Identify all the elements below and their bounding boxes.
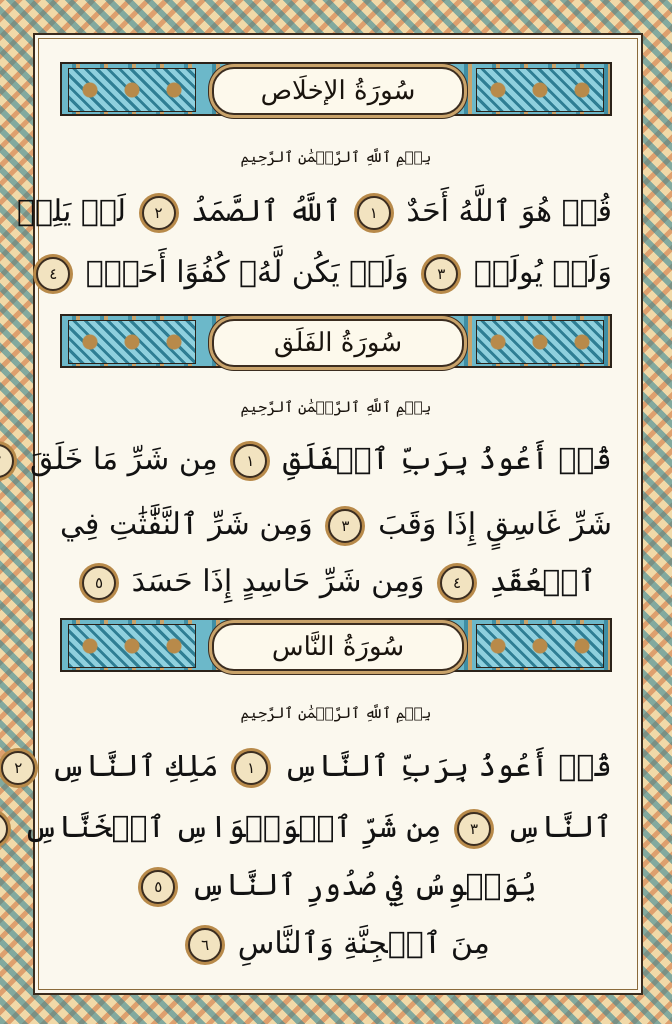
verse-text: ٱلۡعُقَدِ [489, 564, 596, 599]
ayah-number-marker: ٣ [328, 509, 362, 543]
verse-line [60, 505, 612, 545]
ornament-panel-left [68, 624, 196, 668]
ayah-number-marker: ٣ [457, 812, 491, 846]
ayah-number-marker: ٣ [424, 257, 458, 291]
ayah-number-marker: ١ [357, 196, 391, 230]
surah-header-falaq [60, 314, 612, 368]
ornament-panel-left [68, 68, 196, 112]
surah-title: سُورَةُ الفَلَق [273, 328, 403, 358]
verse-text: مِنَ ٱلۡجِنَّةِ وَٱلنَّاسِ [237, 926, 490, 961]
verse-text: مَلِكِ ٱلنَّاسِ [50, 749, 219, 784]
verse-text: ٱللَّهُ ٱلصَّمَدُ [191, 194, 342, 229]
surah-header-ikhlas [60, 62, 612, 116]
verse-line [14, 747, 612, 787]
verse-line [60, 866, 612, 906]
verse-line [60, 924, 612, 964]
ayah-number-marker: ٥ [82, 566, 116, 600]
verse-text: شَرِّ غَاسِقٍ إِذَا وَقَبَ [378, 507, 612, 542]
verse-text: قُلۡ أَعُوذُ بِرَبِّ ٱلنَّاسِ [283, 749, 612, 784]
verse-line [49, 253, 612, 293]
surah-title-cartouche [212, 623, 464, 671]
verse-line [60, 562, 612, 602]
basmala: بِسۡمِ ٱللَّهِ ٱلرَّحۡمَٰنِ ٱلرَّحِيمِ [240, 704, 432, 722]
surah-title-cartouche [212, 319, 464, 367]
verse-text: يُوَسۡوِسُ فِي صُدُورِ ٱلنَّاسِ [190, 868, 537, 903]
verse-line [29, 440, 612, 480]
verse-text: مِن شَرِّ ٱلۡوَسۡوَاسِ ٱلۡخَنَّاسِ [23, 810, 442, 845]
ayah-number-marker: ٤ [36, 257, 70, 291]
verse-text: مِن شَرِّ مَا خَلَقَ [29, 442, 218, 477]
ornament-panel-right [476, 320, 604, 364]
basmala: بِسۡمِ ٱللَّهِ ٱلرَّحۡمَٰنِ ٱلرَّحِيمِ [240, 398, 432, 416]
ayah-number-marker: ٤ [440, 566, 474, 600]
surah-title: سُورَةُ النَّاس [271, 632, 405, 662]
verse-text: وَلَمۡ يُولَدۡ [473, 255, 612, 290]
verse-text: وَمِن شَرِّ ٱلنَّفَّٰثَٰتِ فِي [60, 507, 313, 542]
ornament-panel-left [68, 320, 196, 364]
verse-text: وَلَمۡ يَكُن لَّهُۥ كُفُوًا أَحَدُۢ [85, 255, 409, 290]
surah-title-cartouche [212, 67, 464, 115]
ayah-number-marker: ٦ [188, 928, 222, 962]
ayah-number-marker: ٢ [1, 751, 35, 785]
surah-title: سُورَةُ الإخلَاص [260, 76, 416, 106]
ayah-number-marker: ٢ [142, 196, 176, 230]
ayah-number-marker: ٥ [141, 870, 175, 904]
ayah-number-marker: ١ [234, 751, 268, 785]
verse-text: قُلۡ أَعُوذُ بِرَبِّ ٱلۡفَلَقِ [282, 442, 612, 477]
verse-text: لَمۡ يَلِدۡ [17, 194, 126, 229]
ayah-number-marker: ١ [233, 444, 267, 478]
verse-text: ٱلنَّاسِ [506, 810, 612, 845]
verse-text: قُلۡ هُوَ ٱللَّهُ أَحَدٌ [406, 194, 612, 229]
ornament-panel-right [476, 624, 604, 668]
verse-text: وَمِن شَرِّ حَاسِدٍ إِذَا حَسَدَ [131, 564, 425, 599]
ornament-panel-right [476, 68, 604, 112]
verse-line [23, 808, 612, 848]
verse-line [17, 192, 612, 232]
ayah-number-marker [0, 444, 14, 478]
basmala: بِسۡمِ ٱللَّهِ ٱلرَّحۡمَٰنِ ٱلرَّحِيمِ [240, 148, 432, 166]
surah-header-nas [60, 618, 612, 672]
ayah-number-marker [0, 812, 8, 846]
